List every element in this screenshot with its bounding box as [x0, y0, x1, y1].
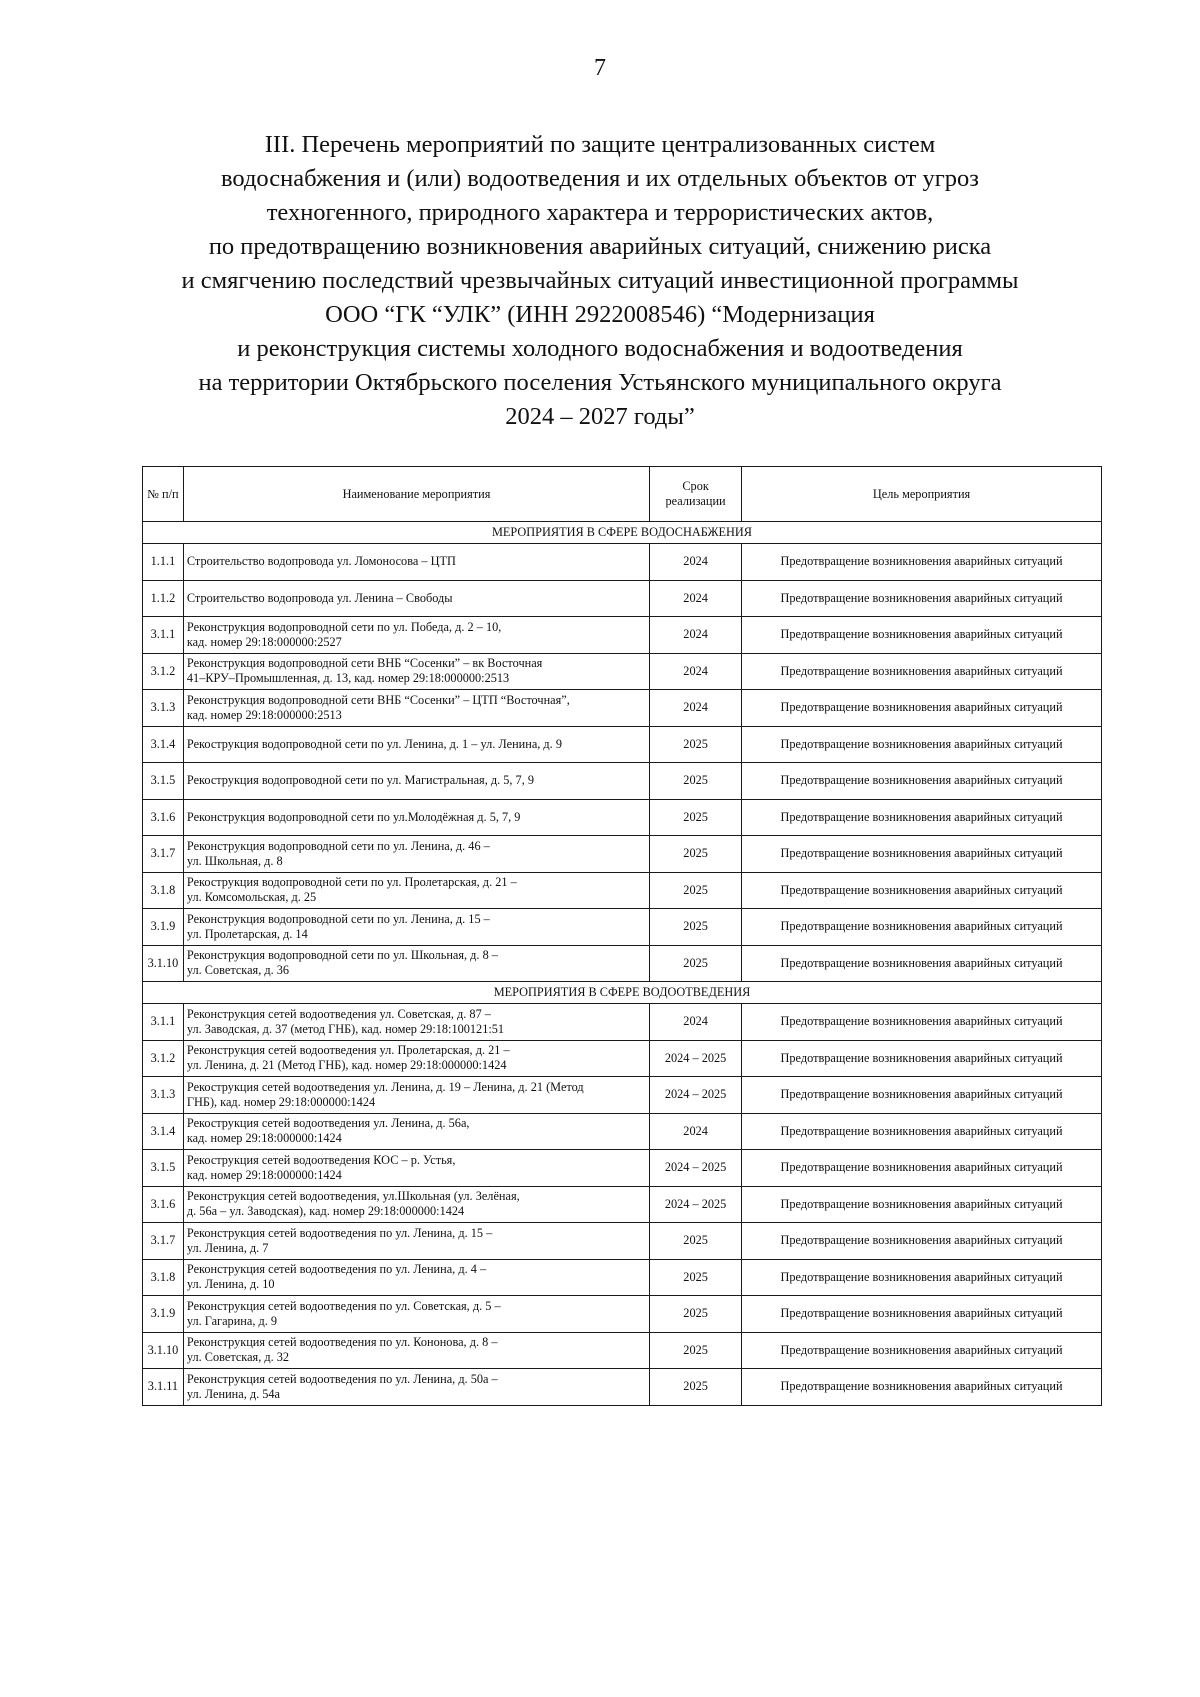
- row-number: 3.1.8: [143, 1259, 184, 1296]
- row-number: 3.1.3: [143, 1077, 184, 1114]
- table-row: [143, 763, 1102, 800]
- row-number: 3.1.2: [143, 653, 184, 690]
- measure-goal: Предотвращение возникновения аварийных ситуаций: [742, 726, 1102, 763]
- measure-name-line-2: ул. Ленина, д. 10: [186, 1277, 275, 1292]
- header-term-line-2: реализации: [665, 494, 726, 508]
- measure-name-line-1: Реконструкция водопроводной сети по ул. Школьная, д. 8 –: [186, 948, 498, 963]
- document-title: [120, 128, 1080, 434]
- implementation-term: 2024: [650, 617, 742, 654]
- measure-name-line-2: кад. номер 29:18:000000:2527: [186, 634, 342, 649]
- title-line: на территории Октябрьского поселения Устьянского муниципального округа: [198, 369, 1002, 396]
- table-row: [143, 1223, 1102, 1260]
- title-line: и реконструкция системы холодного водоснабжения и водоотведения: [237, 335, 963, 362]
- measure-name-line-1: Реконструкция сетей водоотведения по ул. Ленина, д. 15 –: [186, 1225, 493, 1240]
- measure-goal: Предотвращение возникновения аварийных ситуаций: [742, 1077, 1102, 1114]
- measure-name-line-1: Реконструкция водопроводной сети по ул. Ленина, д. 15 –: [186, 911, 490, 926]
- measure-name-line-1: Рекострукция водопроводной сети по ул. Ленина, д. 1 – ул. Ленина, д. 9: [186, 736, 562, 751]
- measure-name-line-2: ул. Школьная, д. 8: [186, 853, 283, 868]
- measure-name-line-1: Реконструкция водопроводной сети ВНБ “Сосенки” – вк Восточная: [186, 656, 543, 671]
- measure-goal: Предотвращение возникновения аварийных ситуаций: [742, 544, 1102, 581]
- row-number: 3.1.5: [143, 763, 184, 800]
- section-title: МЕРОПРИЯТИЯ В СФЕРЕ ВОДОСНАБЖЕНИЯ: [143, 522, 1102, 544]
- table-row: [143, 726, 1102, 763]
- measure-goal: Предотвращение возникновения аварийных ситуаций: [742, 1113, 1102, 1150]
- table-row: [143, 1332, 1102, 1369]
- measure-name: [183, 653, 649, 690]
- table-row: [143, 544, 1102, 581]
- measure-name: [183, 1113, 649, 1150]
- title-line: по предотвращению возникновения аварийных ситуаций, снижению риска: [208, 233, 992, 260]
- measure-name: [183, 763, 649, 800]
- table-row: [143, 1004, 1102, 1041]
- table-row: [143, 945, 1102, 982]
- measure-name-line-2: ул. Ленина, д. 54а: [186, 1386, 281, 1401]
- title-line: ООО “ГК “УЛК” (ИНН 2922008546) “Модернизация: [325, 301, 875, 328]
- table-row: [143, 1369, 1102, 1406]
- row-number: 3.1.6: [143, 1186, 184, 1223]
- row-number: 3.1.9: [143, 1296, 184, 1333]
- implementation-term: 2024: [650, 1113, 742, 1150]
- measure-name-line-1: Реконструкция сетей водоотведения ул. Советская, д. 87 –: [186, 1006, 491, 1021]
- row-number: 3.1.7: [143, 1223, 184, 1260]
- measure-name: [183, 1077, 649, 1114]
- measure-name-line-2: ул. Пролетарская, д. 14: [186, 926, 308, 941]
- table-row: [143, 1040, 1102, 1077]
- row-number: 1.1.1: [143, 544, 184, 581]
- measure-name-line-1: Строительство водопровода ул. Ломоносова – ЦТП: [186, 554, 456, 569]
- implementation-term: 2025: [650, 1259, 742, 1296]
- table-row: [143, 1113, 1102, 1150]
- measure-goal: Предотвращение возникновения аварийных ситуаций: [742, 836, 1102, 873]
- measure-goal: Предотвращение возникновения аварийных ситуаций: [742, 653, 1102, 690]
- row-number: 3.1.3: [143, 690, 184, 727]
- implementation-term: 2024 – 2025: [650, 1186, 742, 1223]
- measure-goal: Предотвращение возникновения аварийных ситуаций: [742, 1369, 1102, 1406]
- implementation-term: 2025: [650, 1332, 742, 1369]
- measure-name-line-2: кад. номер 29:18:000000:1424: [186, 1167, 342, 1182]
- measure-name-line-2: д. 56а – ул. Заводская), кад. номер 29:18:000000:1424: [186, 1204, 465, 1219]
- table-row: [143, 1186, 1102, 1223]
- row-number: 3.1.4: [143, 1113, 184, 1150]
- measure-goal: Предотвращение возникновения аварийных ситуаций: [742, 580, 1102, 617]
- measure-name-line-1: Реконструкция сетей водоотведения по ул. Ленина, д. 4 –: [186, 1262, 487, 1277]
- measure-name-line-2: кад. номер 29:18:000000:2513: [186, 707, 342, 722]
- measure-goal: Предотвращение возникновения аварийных ситуаций: [742, 1150, 1102, 1187]
- title-line: III. Перечень мероприятий по защите централизованных систем: [264, 131, 936, 158]
- measure-name: [183, 544, 649, 581]
- section-title: МЕРОПРИЯТИЯ В СФЕРЕ ВОДООТВЕДЕНИЯ: [143, 982, 1102, 1004]
- row-number: 1.1.2: [143, 580, 184, 617]
- measure-name: [183, 872, 649, 909]
- table-row: [143, 909, 1102, 946]
- measure-goal: Предотвращение возникновения аварийных ситуаций: [742, 1186, 1102, 1223]
- measure-goal: Предотвращение возникновения аварийных ситуаций: [742, 945, 1102, 982]
- table-row: [143, 580, 1102, 617]
- measure-goal: Предотвращение возникновения аварийных ситуаций: [742, 909, 1102, 946]
- measure-name-line-2: ул. Ленина, д. 21 (Метод ГНБ), кад. номер 29:18:000000:1424: [186, 1058, 507, 1073]
- measure-name-line-1: Реконструкция водопроводной сети по ул. Победа, д. 2 – 10,: [186, 619, 502, 634]
- section-header-row: [143, 982, 1102, 1004]
- measure-name: [183, 1332, 649, 1369]
- section-header-row: [143, 522, 1102, 544]
- implementation-term: 2025: [650, 1296, 742, 1333]
- measure-goal: Предотвращение возникновения аварийных ситуаций: [742, 872, 1102, 909]
- measure-name-line-1: Рекострукция сетей водоотведения ул. Ленина, д. 56а,: [186, 1116, 470, 1131]
- measure-name: [183, 726, 649, 763]
- measure-name-line-1: Реконструкция сетей водоотведения по ул. Кононова, д. 8 –: [186, 1335, 498, 1350]
- measure-goal: Предотвращение возникновения аварийных ситуаций: [742, 690, 1102, 727]
- row-number: 3.1.10: [143, 1332, 184, 1369]
- title-line: водоснабжения и (или) водоотведения и их отдельных объектов от угроз: [221, 165, 979, 192]
- measure-goal: Предотвращение возникновения аварийных ситуаций: [742, 1040, 1102, 1077]
- implementation-term: 2025: [650, 945, 742, 982]
- measure-name-line-2: ул. Советская, д. 36: [186, 963, 290, 978]
- table-row: [143, 872, 1102, 909]
- implementation-term: 2024 – 2025: [650, 1150, 742, 1187]
- measure-name: [183, 1186, 649, 1223]
- measure-name-line-1: Строительство водопровода ул. Ленина – Свободы: [186, 590, 453, 605]
- implementation-term: 2024: [650, 544, 742, 581]
- measure-goal: Предотвращение возникновения аварийных ситуаций: [742, 799, 1102, 836]
- measure-name-line-1: Рекострукция сетей водоотведения КОС – р. Устья,: [186, 1152, 456, 1167]
- header-term-line-1: Срок: [682, 479, 709, 493]
- measure-name: [183, 617, 649, 654]
- measure-name: [183, 1259, 649, 1296]
- table-row: [143, 653, 1102, 690]
- measure-name: [183, 1296, 649, 1333]
- measure-name-line-2: ул. Гагарина, д. 9: [186, 1313, 278, 1328]
- measures-table: [142, 466, 1102, 1406]
- table-row: [143, 1259, 1102, 1296]
- implementation-term: 2025: [650, 1223, 742, 1260]
- page-number: 7: [594, 55, 606, 81]
- measure-name-line-1: Реконструкция сетей водоотведения, ул.Школьная (ул. Зелёная,: [186, 1189, 520, 1204]
- measure-name-line-2: ул. Комсомольская, д. 25: [186, 890, 317, 905]
- table-header-row: [143, 467, 1102, 522]
- header-goal: Цель мероприятия: [742, 467, 1102, 522]
- implementation-term: 2025: [650, 836, 742, 873]
- table-row: [143, 1077, 1102, 1114]
- measure-name: [183, 945, 649, 982]
- measure-name: [183, 580, 649, 617]
- measure-name-line-1: Реконструкция сетей водоотведения ул. Пролетарская, д. 21 –: [186, 1043, 510, 1058]
- measure-name: [183, 1150, 649, 1187]
- table-row: [143, 1150, 1102, 1187]
- measure-goal: Предотвращение возникновения аварийных ситуаций: [742, 1259, 1102, 1296]
- measure-name: [183, 1369, 649, 1406]
- table-row: [143, 617, 1102, 654]
- implementation-term: 2024 – 2025: [650, 1040, 742, 1077]
- implementation-term: 2025: [650, 726, 742, 763]
- measure-name-line-2: ул. Советская, д. 32: [186, 1350, 290, 1365]
- implementation-term: 2024: [650, 653, 742, 690]
- implementation-term: 2025: [650, 763, 742, 800]
- title-line: техногенного, природного характера и террористических актов,: [266, 199, 934, 226]
- measure-goal: Предотвращение возникновения аварийных ситуаций: [742, 1296, 1102, 1333]
- measure-goal: Предотвращение возникновения аварийных ситуаций: [742, 763, 1102, 800]
- measure-name-line-2: кад. номер 29:18:000000:1424: [186, 1131, 342, 1146]
- measure-goal: Предотвращение возникновения аварийных ситуаций: [742, 1004, 1102, 1041]
- header-num: № п/п: [143, 467, 184, 522]
- row-number: 3.1.10: [143, 945, 184, 982]
- table-row: [143, 836, 1102, 873]
- header-name: Наименование мероприятия: [183, 467, 649, 522]
- implementation-term: 2025: [650, 909, 742, 946]
- implementation-term: 2025: [650, 799, 742, 836]
- measure-name-line-1: Реконструкция водопроводной сети ВНБ “Сосенки” – ЦТП “Восточная”,: [186, 692, 570, 707]
- implementation-term: 2025: [650, 872, 742, 909]
- measure-name-line-2: 41–КРУ–Промышленная, д. 13, кад. номер 29:18:000000:2513: [186, 671, 510, 686]
- measure-name-line-1: Рекострукция водопроводной сети по ул. Пролетарская, д. 21 –: [186, 875, 517, 890]
- row-number: 3.1.6: [143, 799, 184, 836]
- implementation-term: 2025: [650, 1369, 742, 1406]
- row-number: 3.1.5: [143, 1150, 184, 1187]
- row-number: 3.1.9: [143, 909, 184, 946]
- measure-name: [183, 690, 649, 727]
- measure-name: [183, 836, 649, 873]
- measure-name-line-1: Реконструкция водопроводной сети по ул. Ленина, д. 46 –: [186, 838, 490, 853]
- row-number: 3.1.11: [143, 1369, 184, 1406]
- measure-goal: Предотвращение возникновения аварийных ситуаций: [742, 1223, 1102, 1260]
- row-number: 3.1.7: [143, 836, 184, 873]
- implementation-term: 2024 – 2025: [650, 1077, 742, 1114]
- measure-name: [183, 1004, 649, 1041]
- row-number: 3.1.4: [143, 726, 184, 763]
- implementation-term: 2024: [650, 690, 742, 727]
- row-number: 3.1.1: [143, 617, 184, 654]
- row-number: 3.1.1: [143, 1004, 184, 1041]
- measure-name-line-1: Рекострукция водопроводной сети по ул. Магистральная, д. 5, 7, 9: [186, 773, 535, 788]
- measure-name: [183, 909, 649, 946]
- measure-name-line-1: Реконструкция водопроводной сети по ул.Молодёжная д. 5, 7, 9: [186, 809, 521, 824]
- measure-name: [183, 1040, 649, 1077]
- title-line: 2024 – 2027 годы”: [505, 403, 695, 430]
- header-term: [650, 467, 742, 522]
- title-line: и смягчению последствий чрезвычайных ситуаций инвестиционной программы: [181, 267, 1019, 294]
- implementation-term: 2024: [650, 580, 742, 617]
- measure-name-line-2: ГНБ), кад. номер 29:18:000000:1424: [186, 1094, 376, 1109]
- measure-goal: Предотвращение возникновения аварийных ситуаций: [742, 617, 1102, 654]
- table-row: [143, 1296, 1102, 1333]
- measure-name: [183, 799, 649, 836]
- measure-name-line-1: Рекострукция сетей водоотведения ул. Ленина, д. 19 – Ленина, д. 21 (Метод: [186, 1079, 584, 1094]
- measure-name-line-2: ул. Ленина, д. 7: [186, 1240, 269, 1255]
- table-row: [143, 690, 1102, 727]
- measure-name-line-1: Реконструкция сетей водоотведения по ул. Ленина, д. 50а –: [186, 1371, 498, 1386]
- row-number: 3.1.2: [143, 1040, 184, 1077]
- implementation-term: 2024: [650, 1004, 742, 1041]
- row-number: 3.1.8: [143, 872, 184, 909]
- measure-goal: Предотвращение возникновения аварийных ситуаций: [742, 1332, 1102, 1369]
- measure-name: [183, 1223, 649, 1260]
- measure-name-line-2: ул. Заводская, д. 37 (метод ГНБ), кад. номер 29:18:100121:51: [186, 1021, 505, 1036]
- table-row: [143, 799, 1102, 836]
- measure-name-line-1: Реконструкция сетей водоотведения по ул. Советская, д. 5 –: [186, 1298, 501, 1313]
- table-body: [143, 522, 1102, 1406]
